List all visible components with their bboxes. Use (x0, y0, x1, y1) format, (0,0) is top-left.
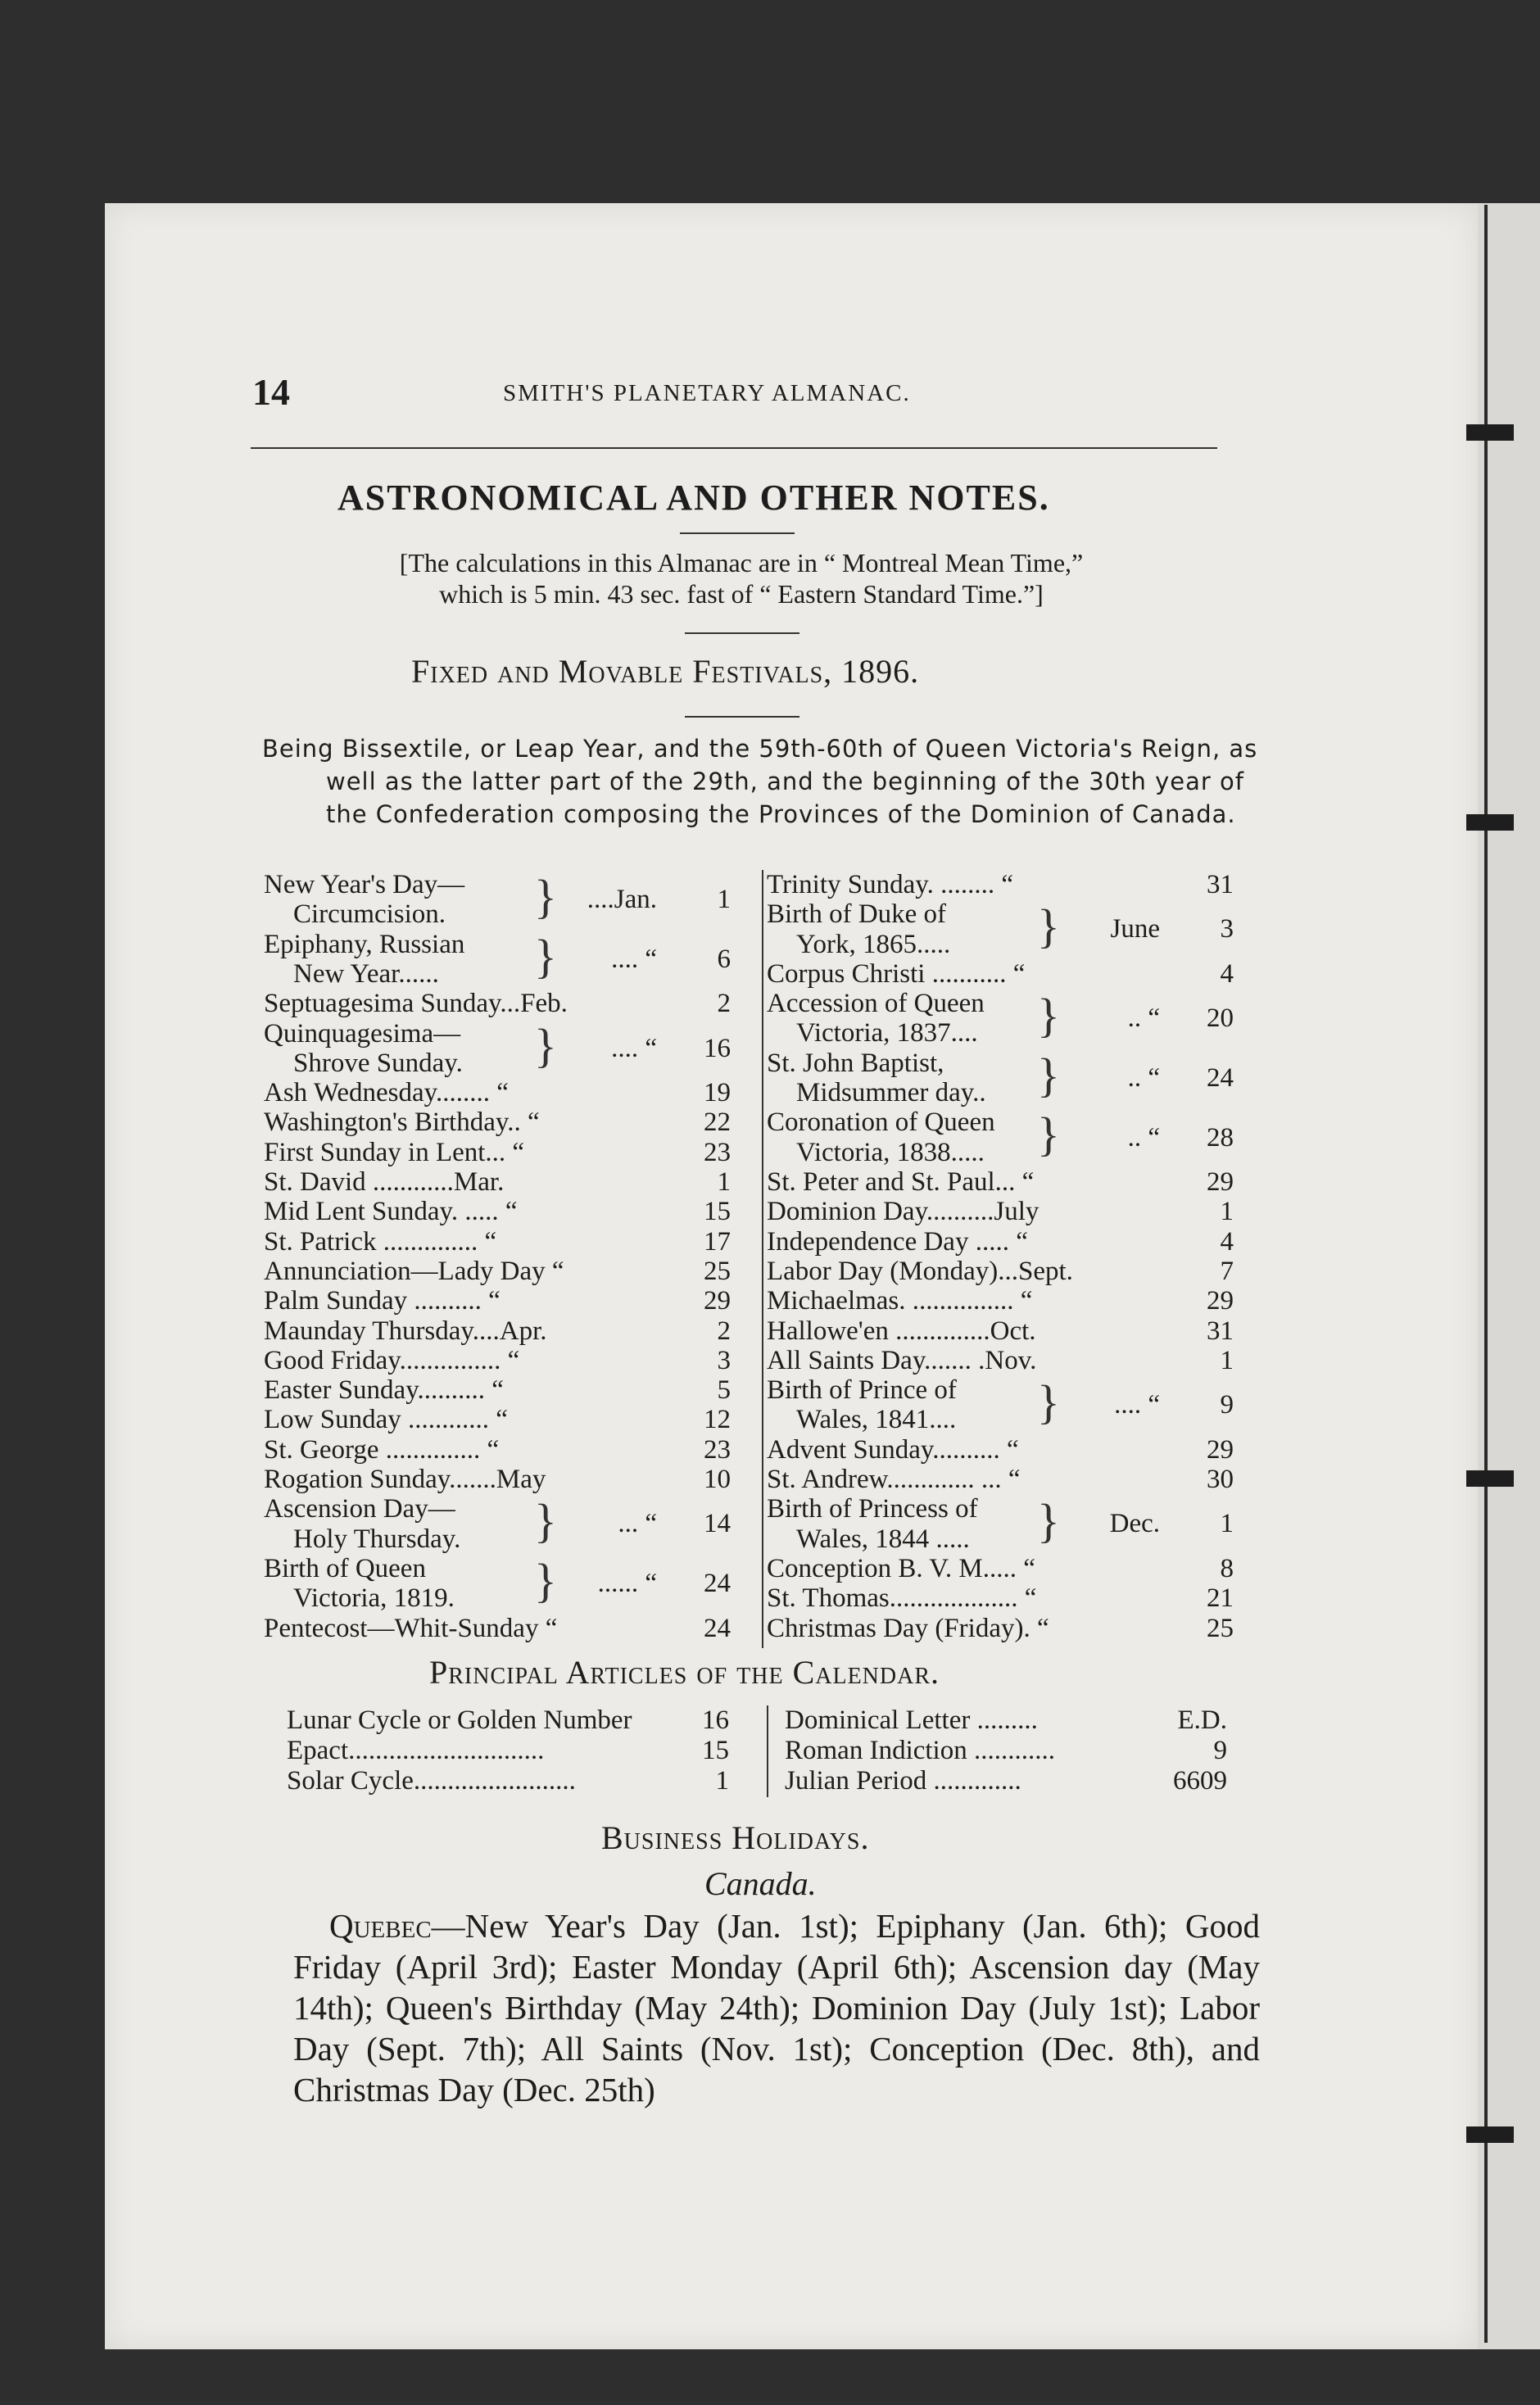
festival-name: Quinquagesima— (264, 1018, 461, 1049)
festival-day: 24 (704, 1613, 731, 1643)
festival-row (264, 1494, 731, 1554)
festival-name: Ash Wednesday........ “ (264, 1078, 509, 1108)
festival-day: 24 (1207, 1062, 1234, 1093)
article-value: 16 (702, 1705, 729, 1735)
festival-day: 1 (1220, 1197, 1234, 1227)
article-value: 1 (715, 1766, 729, 1796)
festival-day: 1 (1220, 1509, 1234, 1539)
festival-day: 31 (1207, 870, 1234, 899)
article-label: Julian Period ............. (785, 1766, 1021, 1796)
main-title: ASTRONOMICAL AND OTHER NOTES. (337, 478, 1050, 518)
festival-day: 12 (704, 1405, 731, 1435)
festival-name: Maunday Thursday....Apr. (264, 1316, 547, 1346)
festival-name-cont: Shrove Sunday. (293, 1048, 463, 1078)
festival-day: 31 (1207, 1316, 1234, 1346)
festival-day: 25 (1207, 1613, 1234, 1643)
article-value: E.D. (1177, 1705, 1227, 1735)
festival-name-cont: Victoria, 1819. (293, 1583, 455, 1614)
festival-row (264, 930, 731, 990)
festival-name: Rogation Sunday.......May (264, 1465, 546, 1494)
festival-row (264, 1138, 731, 1167)
festival-name: St. Andrew............. ... “ (767, 1465, 1021, 1494)
festivals-intro: Being Bissextile, or Leap Year, and the 59th-60th of Queen Victoria's Reign, as well as the latter part of the 29th, and the beginning of the 30th year of the Confederation composing the Provinces of the Dominion of Canada. (262, 735, 1258, 828)
festival-row (264, 1346, 731, 1375)
festival-row (264, 1167, 731, 1197)
festival-name: St. David ............Mar. (264, 1167, 505, 1197)
festival-day: 29 (1207, 1434, 1234, 1465)
article-label: Lunar Cycle or Golden Number (287, 1705, 632, 1735)
festival-name: Advent Sunday.......... “ (767, 1434, 1019, 1465)
brace: } (534, 929, 557, 983)
festival-row (767, 989, 1234, 1049)
festival-name: Washington's Birthday.. “ (264, 1107, 540, 1138)
festival-row (264, 1554, 731, 1614)
festival-day: 14 (704, 1509, 731, 1539)
article-row (287, 1736, 745, 1766)
festival-name: St. George .............. “ (264, 1434, 500, 1465)
festival-row (767, 1375, 1234, 1435)
festival-day: 4 (1220, 1226, 1234, 1257)
festival-row (767, 1167, 1234, 1197)
festival-name-cont: Midsummer day.. (796, 1078, 986, 1108)
festival-day: 28 (1207, 1122, 1234, 1153)
festival-row (767, 1554, 1234, 1583)
business-subheading: Canada. (704, 1865, 817, 1902)
festival-name: St. John Baptist, (767, 1048, 944, 1078)
festival-name: Mid Lent Sunday. ..... “ (264, 1197, 518, 1227)
festivals-heading: Fixed and Movable Festivals, 1896. (411, 653, 920, 690)
festival-row (264, 1375, 731, 1405)
festival-name: Hallowe'en ..............Oct. (767, 1316, 1036, 1346)
festival-row (264, 1257, 731, 1286)
festival-name-cont: Wales, 1841.... (796, 1405, 957, 1435)
festival-row (767, 1346, 1234, 1375)
article-label: Roman Indiction ............ (785, 1736, 1055, 1765)
festival-name: Birth of Queen (264, 1553, 426, 1583)
festival-name: Trinity Sunday. ........ “ (767, 870, 1013, 899)
article-label: Dominical Letter ......... (785, 1705, 1038, 1735)
festival-row (264, 1614, 731, 1643)
festival-name: Labor Day (Monday)...Sept. (767, 1256, 1073, 1286)
festival-name: Good Friday............... “ (264, 1345, 520, 1375)
brace: } (534, 1494, 557, 1548)
quebec-label: Quebec (329, 1907, 432, 1945)
festival-name: Conception B. V. M..... “ (767, 1553, 1035, 1583)
festival-day: 3 (1220, 914, 1234, 944)
festival-name: Dominion Day..........July (767, 1197, 1040, 1227)
festival-name: Epiphany, Russian (264, 929, 465, 959)
festival-day: 2 (717, 1316, 731, 1346)
festival-name: Low Sunday ............ “ (264, 1405, 508, 1435)
festival-row (264, 989, 731, 1018)
festival-name: Independence Day ..... “ (767, 1226, 1028, 1257)
festival-day: 22 (704, 1107, 731, 1138)
festival-name: St. Thomas................... “ (767, 1583, 1037, 1614)
festival-month: .... “ (1114, 1390, 1160, 1420)
time-note-line2: which is 5 min. 43 sec. fast of “ Eastern Standard Time.”] (439, 579, 1044, 609)
quebec-text: —New Year's Day (Jan. 1st); Epiphany (Jan. 6th); Good Friday (April 3rd); Easter Monday (April 6th); Ascension day (May 14th); Queen's Birthday (May 24th); Dominion Day (July 1st); Labor Day (Sept. 7th); All Saints (Nov. 1st); Conception (Dec. 8th), and Christmas Day (Dec. 25th) (293, 1907, 1260, 2108)
festival-name: Ascension Day— (264, 1494, 455, 1524)
article-value: 15 (702, 1736, 729, 1765)
festival-row (767, 1614, 1234, 1643)
festival-row (264, 1019, 731, 1079)
brace: } (1037, 1375, 1060, 1429)
binding-clip (1466, 2126, 1514, 2143)
festival-name-cont: York, 1865..... (796, 929, 951, 959)
festival-row (767, 1257, 1234, 1286)
article-row (785, 1766, 1243, 1796)
festival-month: ... “ (618, 1509, 657, 1539)
festival-name: Christmas Day (Friday). “ (767, 1613, 1049, 1643)
festival-day: 23 (704, 1137, 731, 1167)
page-number: 14 (252, 371, 290, 413)
festival-row (767, 899, 1234, 959)
festival-row (264, 1197, 731, 1226)
festival-month: ...... “ (597, 1569, 657, 1599)
time-note (270, 547, 1212, 609)
festival-name: Michaelmas. ............... “ (767, 1286, 1033, 1316)
binding-clip (1466, 424, 1514, 441)
festival-row (767, 1583, 1234, 1613)
festival-row (767, 1494, 1234, 1554)
festival-name: St. Peter and St. Paul... “ (767, 1167, 1035, 1197)
article-label: Solar Cycle........................ (287, 1766, 576, 1796)
binding-edge (1484, 205, 1488, 2343)
festival-name: Birth of Duke of (767, 899, 947, 930)
article-row (785, 1736, 1243, 1766)
festival-row (767, 1286, 1234, 1316)
festival-month: .. “ (1127, 1062, 1160, 1093)
festival-name: Septuagesima Sunday...Feb. (264, 989, 568, 1019)
binding-clip (1466, 1470, 1514, 1487)
festival-row (767, 870, 1234, 899)
brace: } (534, 870, 557, 923)
festival-name: Birth of Princess of (767, 1494, 978, 1524)
article-row (287, 1766, 745, 1796)
festival-day: 24 (704, 1569, 731, 1599)
time-note-line1: [The calculations in this Almanac are in “ Montreal Mean Time,” (399, 548, 1084, 577)
festival-row (264, 1227, 731, 1257)
brace: } (1037, 1048, 1060, 1102)
festival-day: 16 (704, 1033, 731, 1063)
festival-name: St. Patrick .............. “ (264, 1226, 497, 1257)
header-rule (251, 447, 1217, 449)
articles-divider (767, 1705, 768, 1797)
festival-day: 2 (717, 989, 731, 1019)
festival-row (264, 1107, 731, 1137)
festival-day: 10 (704, 1465, 731, 1494)
festival-day: 1 (1220, 1345, 1234, 1375)
festival-day: 4 (1220, 958, 1234, 989)
festival-name-cont: New Year...... (293, 958, 439, 989)
brace: } (534, 1018, 557, 1072)
festival-day: 15 (704, 1197, 731, 1227)
festival-day: 29 (1207, 1167, 1234, 1197)
festival-day: 5 (717, 1375, 731, 1406)
festival-name: Easter Sunday.......... “ (264, 1375, 504, 1406)
festival-day: 3 (717, 1345, 731, 1375)
festival-row (264, 1286, 731, 1316)
festival-month: .. “ (1127, 1122, 1160, 1153)
festival-row (264, 870, 731, 930)
festival-day: 17 (704, 1226, 731, 1257)
festival-name: Coronation of Queen (767, 1107, 995, 1138)
festival-day: 8 (1220, 1553, 1234, 1583)
festival-month: .... “ (611, 944, 657, 974)
festival-row (767, 959, 1234, 989)
festival-row (767, 1197, 1234, 1226)
festival-name: Pentecost—Whit-Sunday “ (264, 1613, 558, 1643)
article-label: Epact............................. (287, 1736, 545, 1765)
article-row (785, 1705, 1243, 1736)
running-title: SMITH'S PLANETARY ALMANAC. (503, 380, 911, 406)
festival-row (264, 1465, 731, 1494)
festival-day: 29 (704, 1286, 731, 1316)
festival-name-cont: Victoria, 1837.... (796, 1018, 978, 1049)
brace: } (1037, 899, 1060, 953)
festival-row (264, 1405, 731, 1434)
festival-name: All Saints Day....... .Nov. (767, 1345, 1037, 1375)
article-row (287, 1705, 745, 1736)
festival-name: Birth of Prince of (767, 1375, 957, 1406)
article-value: 6609 (1173, 1766, 1227, 1796)
articles-heading: Principal Articles of the Calendar. (429, 1654, 940, 1691)
festival-day: 29 (1207, 1286, 1234, 1316)
brace: } (1037, 1107, 1060, 1162)
festivals-rule (685, 716, 799, 718)
quebec-paragraph (293, 1905, 1260, 2110)
festival-row (767, 1316, 1234, 1346)
note-rule (685, 632, 799, 634)
festival-name: Annunciation—Lady Day “ (264, 1256, 564, 1286)
festival-day: 23 (704, 1434, 731, 1465)
festival-day: 25 (704, 1256, 731, 1286)
festival-name-cont: Circumcision. (293, 899, 446, 930)
festival-month: .... “ (611, 1033, 657, 1063)
festival-name-cont: Victoria, 1838..... (796, 1137, 985, 1167)
festival-month: .. “ (1127, 1003, 1160, 1034)
brace: } (534, 1553, 557, 1607)
festival-month: Dec. (1109, 1509, 1160, 1539)
festival-name: New Year's Day— (264, 870, 465, 899)
festival-name-cont: Wales, 1844 ..... (796, 1524, 970, 1554)
binding-clip (1466, 814, 1514, 831)
brace: } (1037, 1494, 1060, 1548)
festival-name: First Sunday in Lent... “ (264, 1137, 525, 1167)
business-heading: Business Holidays. (601, 1819, 870, 1856)
festival-day: 21 (1207, 1583, 1234, 1614)
festival-row (767, 1107, 1234, 1167)
festival-row (264, 1078, 731, 1107)
festival-day: 1 (717, 1167, 731, 1197)
festival-day: 7 (1220, 1256, 1234, 1286)
festival-row (264, 1435, 731, 1465)
festival-month: June (1110, 914, 1160, 944)
festival-day: 20 (1207, 1003, 1234, 1034)
festival-name: Accession of Queen (767, 989, 985, 1019)
brace: } (1037, 989, 1060, 1043)
festival-name-cont: Holy Thursday. (293, 1524, 461, 1554)
festival-row (767, 1435, 1234, 1465)
article-value: 9 (1213, 1736, 1227, 1765)
festival-day: 1 (717, 885, 731, 915)
festival-name: Corpus Christi ........... “ (767, 958, 1026, 989)
festival-day: 19 (704, 1078, 731, 1108)
festival-day: 30 (1207, 1465, 1234, 1494)
festival-row (767, 1465, 1234, 1494)
festival-month: ....Jan. (587, 885, 657, 915)
festival-day: 6 (717, 944, 731, 974)
festival-row (767, 1227, 1234, 1257)
column-divider (762, 870, 763, 1648)
title-rule (680, 532, 795, 534)
festival-day: 9 (1220, 1390, 1234, 1420)
festival-row (264, 1316, 731, 1346)
festival-row (767, 1049, 1234, 1108)
festival-name: Palm Sunday .......... “ (264, 1286, 500, 1316)
